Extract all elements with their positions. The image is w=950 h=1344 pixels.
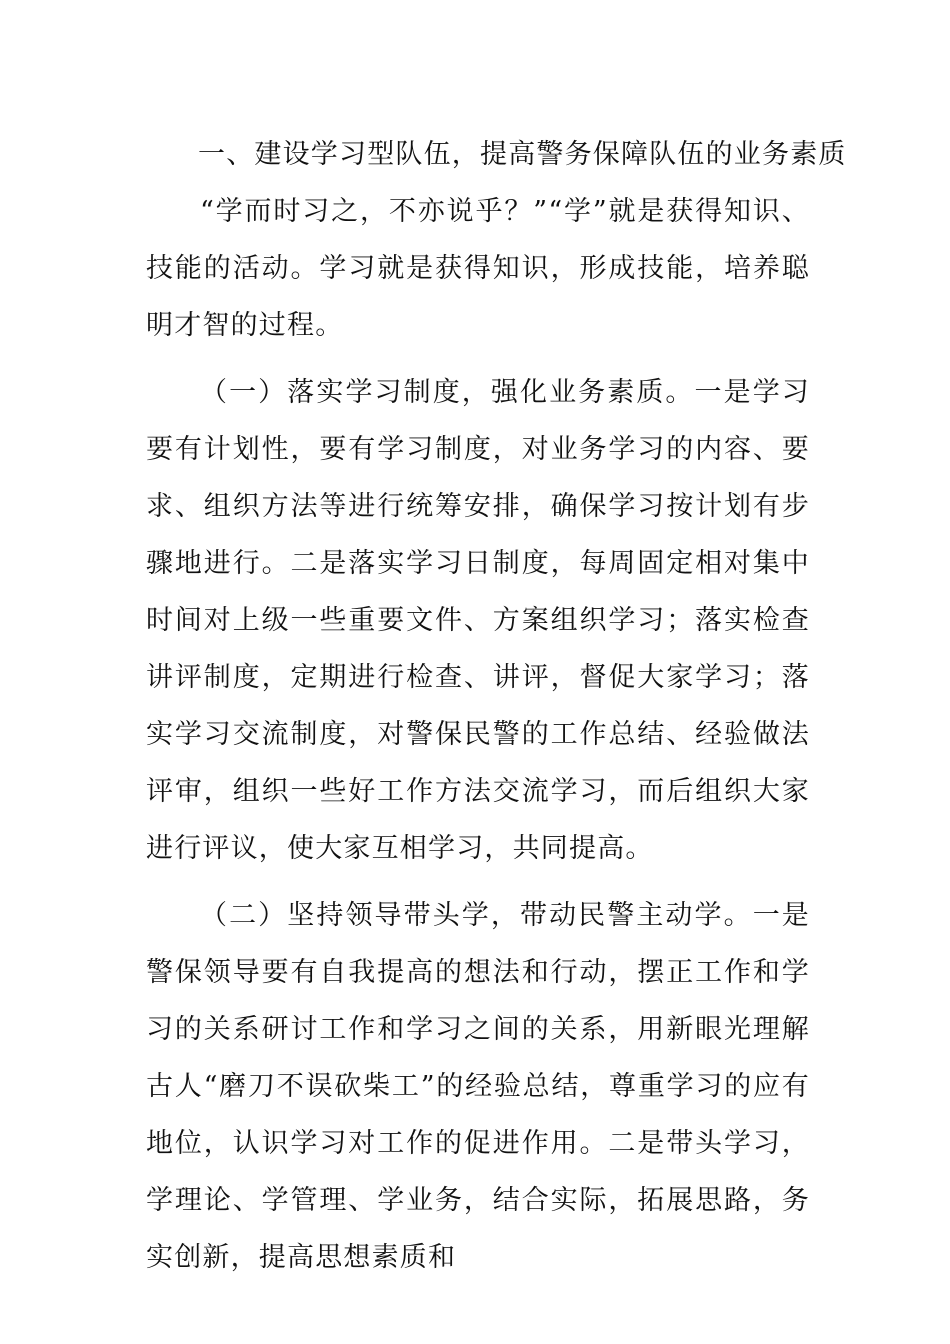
paragraph-leaders-study: （二）坚持领导带头学，带动民警主动学。一是警保领导要有自我提高的想法和行动，摆正工作和学习的关系研讨工作和学习之间的关系，用新眼光理解古人“磨刀不误砍柴工”的经验总结，尊重学习的应有地位，认识学习对工作的促进作用。二是带头学习，学理论、学管理、学业务，结合实际，拓展思路，务实创新，提高思想素质和 <box>146 900 810 1273</box>
paragraph-study-system: （一）落实学习制度，强化业务素质。一是学习要有计划性，要有学习制度，对业务学习的内容、要求、组织方法等进行统筹安排，确保学习按计划有步骤地进行。二是落实学习日制度，每周固定相对集中时间对上级一些重要文件、方案组织学习；落实检查讲评制度，定期进行检查、讲评，督促大家学习；落实学习交流制度，对警保民警的工作总结、经验做法评审，组织一些好工作方法交流学习，而后组织大家进行评议，使大家互相学习，共同提高。 <box>146 377 810 864</box>
section-heading: 一、建设学习型队伍，提高警务保障队伍的业务素质 <box>198 139 847 170</box>
document-body <box>146 126 847 1286</box>
paragraph-intro: “学而时习之，不亦说乎？”“学”就是获得知识、技能的活动。学习就是获得知识，形成技能，培养聪明才智的过程。 <box>146 196 810 341</box>
